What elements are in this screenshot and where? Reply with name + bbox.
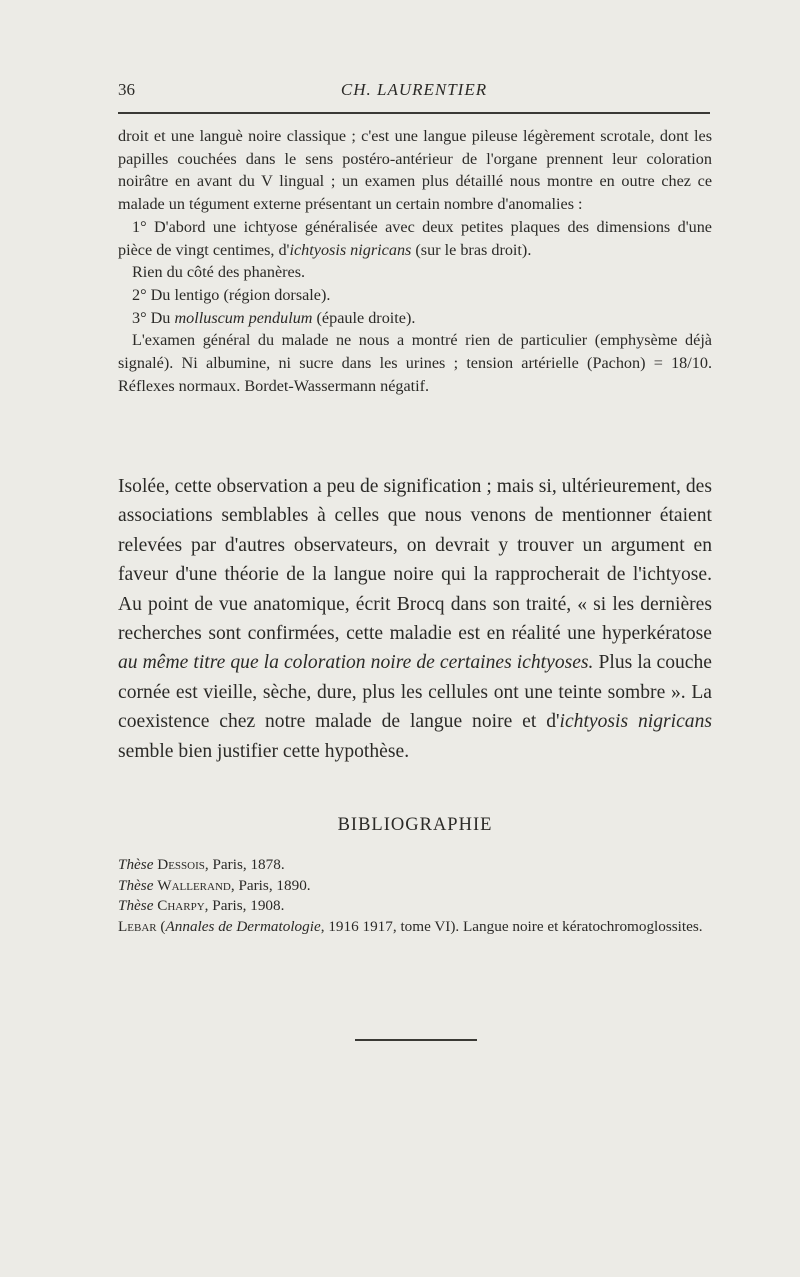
paragraph: droit et une languè noire classique ; c'est une langue pileuse légèrement scrotale, dont les papilles couchées dans le sens postéro-antérieur de l'organe prennent leur coloration noirâtre en avant du V lingual ; un examen plus détaillé nous montre en outre chez ce malade un tégument externe présentant un certain nombre d'anomalies : [118, 127, 712, 214]
case-report-text [118, 125, 712, 397]
italic-term: ichtyosis nigricans [559, 711, 712, 733]
page-header [118, 80, 710, 104]
header-rule [118, 112, 710, 114]
italic-quote: au même titre que la coloration noire de certaines ichtyoses. [118, 652, 594, 674]
paragraph: Rien du côté des phanères. [132, 263, 306, 282]
paragraph: 2° Du lentigo (région dorsale). [132, 285, 331, 304]
bibliography-heading: BIBLIOGRAPHIE [337, 815, 493, 835]
page-number: 36 [118, 80, 135, 99]
paragraph: L'examen général du malade ne nous a montré rien de particulier (emphysème déjà signalé). Ni albumine, ni sucre dans les urines ; tension artérielle (Pachon) = 18/10. Réflexes normaux. Bordet-Wassermann négatif. [118, 331, 712, 395]
bibliography-entry: Thèse Dessois, Paris, 1878. [118, 856, 285, 873]
discussion-text [118, 472, 712, 766]
paragraph: 3° Du molluscum pendulum (épaule droite). [132, 308, 416, 327]
italic-term: ichtyosis nigricans [289, 240, 412, 259]
running-head: CH. LAURENTIER [340, 80, 488, 99]
bibliography-entry: Thèse Charpy, Paris, 1908. [118, 897, 285, 915]
paragraph: Isolée, cette observation a peu de signification ; mais si, ultérieurement, des associations semblables à celles que nous venons de mentionner étaient relevées par d'autres observateurs, on devrait y trouver un argument en faveur d'une théorie de la langue noire qui la rapprocherait de l'ichtyose. Au point de vue anatomique, écrit Brocq dans son traité, « si les dernières recherches sont confirmées, cette maladie est en réalité une hyperkératose au même titre que la coloration noire de certaines ichtyoses. Plus la couche cornée est vieille, sèche, dure, plus les cellules ont une teinte sombre ». La coexistence chez notre malade de langue noire et d'ichtyosis nigricans semble bien justifier cette hypothèse. [118, 476, 712, 762]
bibliography-list [118, 855, 712, 937]
bibliography-entry: Thèse Wallerand, Paris, 1890. [118, 876, 311, 894]
italic-term: molluscum pendulum [174, 308, 313, 327]
paragraph: 1° D'abord une ichtyose généralisée avec deux petites plaques des dimensions d'une pièce de vingt centimes, d'ichtyosis nigricans (sur le bras droit). [118, 217, 712, 259]
bibliography-entry: Lebar (Annales de Dermatologie, 1916 1917, tome VI). Langue noire et kératochromoglossites. [118, 917, 703, 935]
end-rule [355, 1039, 477, 1041]
